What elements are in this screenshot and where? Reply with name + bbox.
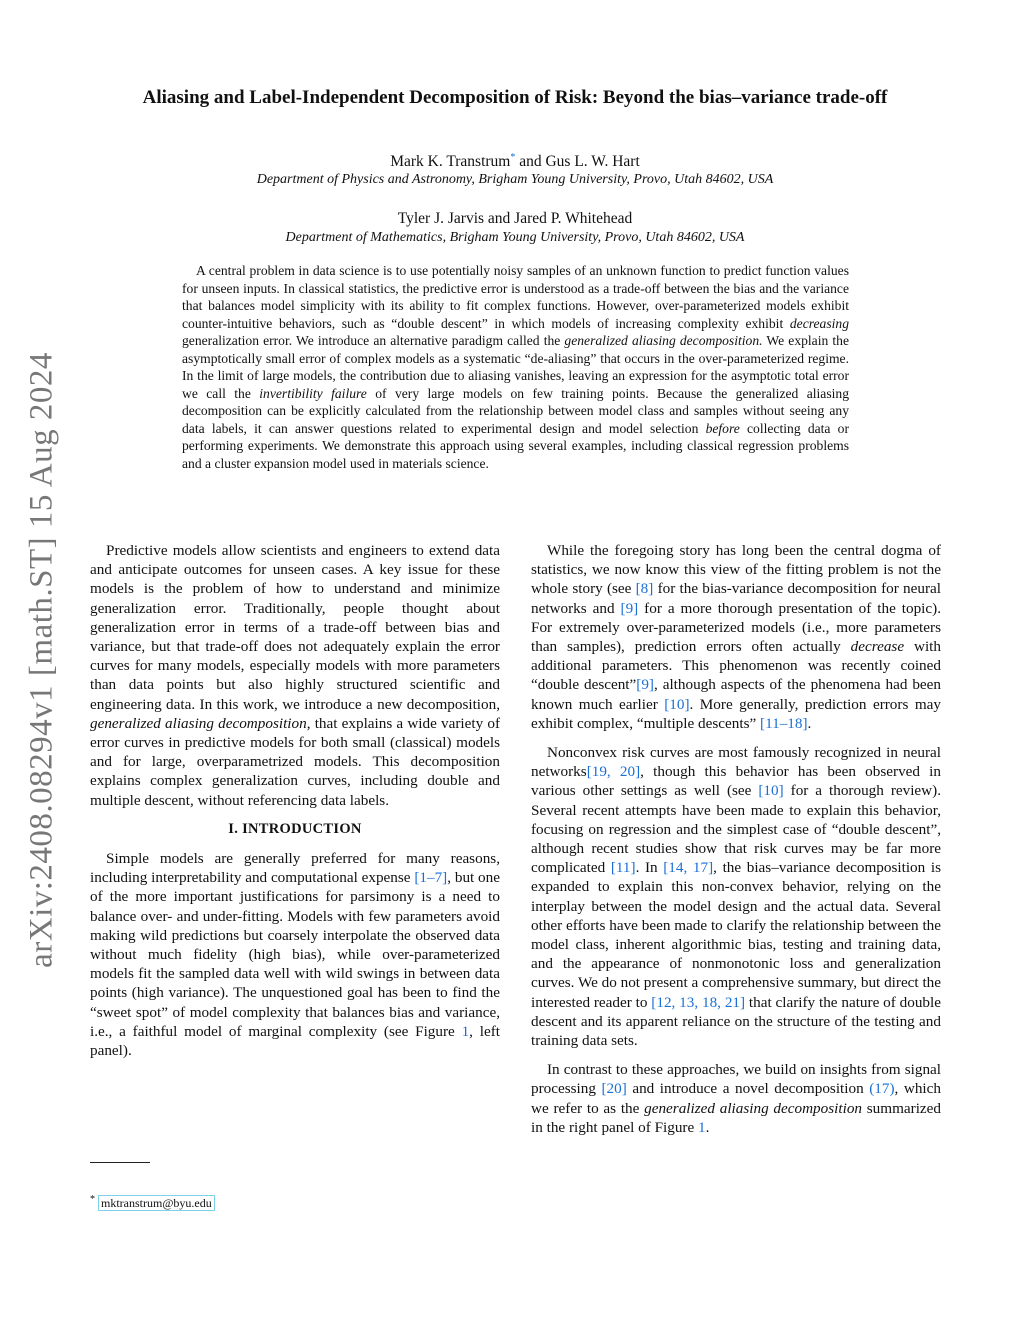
citation-link[interactable]: [10] xyxy=(758,782,784,800)
author-line-1 xyxy=(100,152,930,171)
left-column xyxy=(90,541,500,1070)
citation-link[interactable]: [20] xyxy=(601,1080,627,1098)
body-paragraph: While the foregoing story has long been the central dogma of statistics, we now know this view of the fitting problem is not the whole story (see [8] for the bias-variance decomposition for neural networks and [9] for a more thorough presentation of the topic). For extremely over-parameterized models (i.e., more parameters than samples), prediction errors often actually decrease with additional parameters. This phenomenon was recently coined “double descent”[9], although aspects of the phenomena had been known much earlier [10]. More generally, prediction errors may exhibit complex, “multiple descents” [11–18]. xyxy=(531,542,941,732)
author-line-2: Tyler J. Jarvis and Jared P. Whitehead xyxy=(397,210,633,227)
citation-link[interactable]: [19, 20] xyxy=(586,763,641,781)
equation-link[interactable]: (17) xyxy=(869,1080,895,1098)
abstract: A central problem in data science is to use potentially noisy samples of an unknown function to predict function values for unseen inputs. In classical statistics, the predictive error is understood as a trade-off between the bias and the variance that balances model simplicity with its ability to fit complex functions. However, over-parameterized models exhibit counter-intuitive behaviors, such as “double descent” in which models of increasing complexity exhibit decreasing generalization error. We introduce an alternative paradigm called the generalized aliasing decomposition. We explain the asymptotically small error of complex models as a systematic “de-aliasing” that occurs in the over-parameterized regime. In the limit of large models, the contribution due to aliasing vanishes, leaving an expression for the asymptotic total error we call the invertibility failure of very large models on few training points. Because the generalized aliasing decomposition can be explicitly calculated from the relationship between model class and samples without seeing any data labels, it can answer questions related to experimental design and model selection before collecting data or performing experiments. We demonstrate this approach using several examples, including classical regression problems and a cluster expansion model used in materials science. xyxy=(182,263,849,471)
paper-title: Aliasing and Label-Independent Decomposition of Risk: Beyond the bias–variance trade-off xyxy=(142,87,888,108)
footnote-marker[interactable]: * xyxy=(510,152,516,163)
footnote-rule xyxy=(90,1162,150,1163)
citation-link[interactable]: [10] xyxy=(664,695,690,713)
figure-link[interactable]: 1 xyxy=(698,1118,706,1136)
citation-link[interactable]: [11–18] xyxy=(760,714,808,732)
body-paragraph: Simple models are generally preferred for many reasons, including interpretability and computational expense [1–7], but one of the more important justifications for parsimony is a need to balance over- and under-fitting. Models with few parameters avoid making wild predictions but coarsely interpolate the observed data without much fidelity (high bias), while over-parameterized models fit the sampled data well with wild swings in between data points (high variance). The unquestioned goal has been to find the “sweet spot” of model complexity that balances bias and variance, i.e., a faithful model of marginal complexity (see Figure 1, left panel). xyxy=(90,850,500,1060)
figure-link[interactable]: 1 xyxy=(461,1022,470,1040)
arxiv-identifier: arXiv:2408.08294v1 [math.ST] 15 Aug 2024 xyxy=(23,352,60,968)
citation-link[interactable]: [1–7] xyxy=(414,869,448,887)
body-paragraph: Nonconvex risk curves are most famously recognized in neural networks[19, 20], though this behavior has been observed in various other settings as well (see [10] for a thorough review). Several recent attempts have been made to explain this behavior, focusing on regression and the simplest case of “double descent”, although recent studies show that risk curves may be far more complicated [11]. In [14, 17], the bias–variance decomposition is expanded to explain this non-convex behavior, relying on the interplay between the model design and the actual data. Several other efforts have been made to clarify the relationship between the model class, inherent algorithmic bias, testing and training data, and the appearance of nonmonotonic loss and generalization curves. We do not present a comprehensive summary, but direct the interested reader to [12, 13, 18, 21] that clarify the nature of double descent and its apparent reliance on the structure of the testing and training data sets. xyxy=(531,744,941,1050)
citation-link[interactable]: [9] xyxy=(636,676,654,694)
citation-link[interactable]: [11] xyxy=(610,859,636,877)
affiliation-1: Department of Physics and Astronomy, Brigham Young University, Provo, Utah 84602, USA xyxy=(256,172,774,187)
footnote xyxy=(90,1194,215,1211)
citation-link[interactable]: [8] xyxy=(635,580,654,598)
right-column xyxy=(531,541,941,1147)
arxiv-sidebar-stamp xyxy=(12,340,72,980)
affiliation-2: Department of Mathematics, Brigham Young University, Provo, Utah 84602, USA xyxy=(285,230,745,245)
author-name: Mark K. Transtrum xyxy=(390,153,511,171)
citation-link[interactable]: [14, 17] xyxy=(663,859,714,877)
body-paragraph: In contrast to these approaches, we build on insights from signal processing [20] and introduce a novel decomposition (17), which we refer to as the generalized aliasing decomposition summarized in the right panel of Figure 1. xyxy=(531,1061,941,1136)
intro-paragraph: Predictive models allow scientists and engineers to extend data and anticipate outcomes for unseen cases. A key issue for these models is the problem of how to understand and minimize generalization error. Traditionally, people thought about generalization error in terms of a trade-off between bias and variance, but that trade-off does not adequately explain the error curves for many models, especially models with more parameters than data points but also highly structured scientific and engineering data. In this work, we introduce a new decomposition, generalized aliasing decomposition, that explains a wide variety of error curves in predictive models for both small (classical) models and for large, overparametrized models. This decomposition explains complex generalization curves, including double and multiple descent, without referencing data labels. xyxy=(90,542,501,809)
section-heading: I. INTRODUCTION xyxy=(228,820,362,837)
citation-link[interactable]: [9] xyxy=(620,599,639,617)
footnote-mark: * xyxy=(90,1194,95,1205)
email-link[interactable]: mktranstrum@byu.edu xyxy=(98,1195,215,1211)
citation-link[interactable]: [12, 13, 18, 21] xyxy=(651,993,746,1011)
coauthor-names: and Gus L. W. Hart xyxy=(515,153,640,171)
